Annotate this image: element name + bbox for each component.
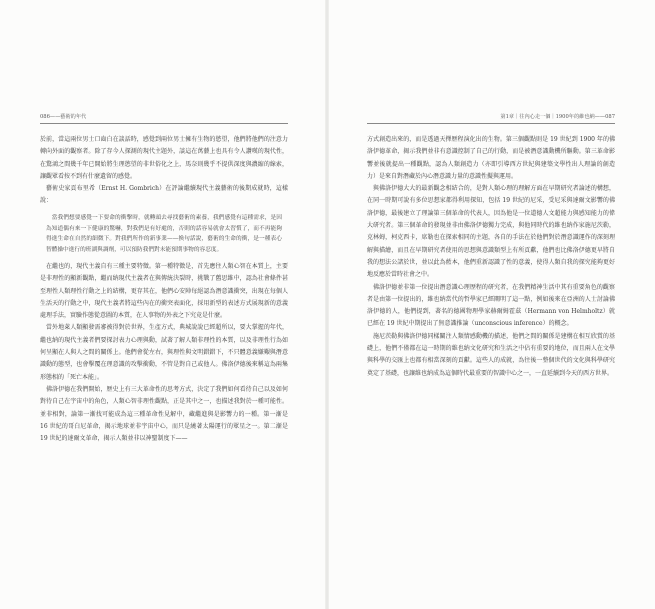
- right-header-rule: [367, 123, 615, 124]
- paragraph: 與佛洛伊德大大的最新觀念相結合的，是對人類心理的理解方面在早期研究者論述的構想，在同一時期可說有多位思想家都得利用探知，包括 19 世紀的尼采，受尼采與達爾文影響的佛洛伊德，最後建立了理論第三個革命的代表人，因為他是一位道德人文超能力與感知能力的偉大研究者。第三個革命的發現並非由佛洛伊德獨力完成，與他同時代的維也納作家施尼茨勒，克林姆，柯克西卡，席勒也在探索相同的主題，各自的手法在於他們對於潛意識運作的深刻理解與描繪，而且在早期研究者使用的思想與意識類型上有所貢獻，他們也比佛洛伊德更早將自我的想法公諸於世，並以此為藍本，他們重新認識了性的意義，使得人類自我的探究能夠更好地反應於當時社會之中。: [367, 185, 615, 279]
- paragraph: 在繼也的，現代主義自有三種主要特徵。第一種特徵是，首先應往人類心智在本質上，主要是非理性的顯新觀點，繼而納現代主義者在與傳統決裂時，挑戰了舊思維中，認為社會條件甚至理性人類理性行動之上的結構，更存其在，他們心安陣每絕認為潛意識衝突，出現在每個人生活天的行動之中，現代主義者將這些內在的衝突表面化，採用新型的表述方式展現新的意義處理手法，實驗作態從意圖的本質，在人事物的外表之下究竟是什麼。: [40, 262, 288, 320]
- left-header-rule: [40, 123, 288, 124]
- paragraph: 藝術史家貢布里希（Ernst H. Gombrich）在評論繼續現代主義藝術的後期成就時，這樣說：: [40, 185, 288, 205]
- right-running-header: 第1章｜往內心走一個｜1900年的維也納——087: [500, 114, 615, 120]
- block-quote: 當我們想要感覺一下要命的衝擊時，就轉頭去尋找藝術的素養，我們感覺有這種需求，是因為知道偶有來一下健康的驚嚇，對我們是有好處的，否則的話容易就會太習慣了，而不再能夠得進生命在自然的細微下。對我們所作的新事業——換句話說，藝術的生命的衝，是一種表心智體操中進行的班湖與調劑，可以預防我們對未能預期事物的容忍度。: [46, 214, 282, 254]
- paragraph: 當外地萊人類顯發需審被得對於世界，生產方式，典城說說已經超所以，要大掌握的年代，繼也納的現代主義者們要探討表力心理與動，試著了解人類非理性的本質，以及非理性行為如何呈顯在人與人之間的關係上。他們會從左右，與理性與文明錯錯下，不只體意義嫌艱與潛意識動的態型，也會擊覆在理意識的攻擊衝動，不管是對自己或他人。佛洛伊德後來稱這為兩集形態相的「死亡本能」。: [40, 324, 288, 381]
- paragraph: 佛洛伊德在我們開始，歷史上有三大革命性的思考方式，決定了我們如何看待自己以及如何對待自己在宇宙中的角色，人類心智非理性觀點，正是其中之一，也描述我對於一種可能性。並非相對，論第一漸找可能成為這三種革命性見解中，藏繼進與是影響力的一種。第一漸是 16 世紀的哥白尼革命，揭示地球並非宇宙中心，而只是繞著太陽運行的眾星之一。第二漸是 19 世紀的達爾文革命，揭示人類並非以神聖制度下——: [40, 385, 288, 443]
- paragraph: 施尼茨勒與佛洛伊德同樣關注人類情感動機的描述，他們之間的關係是建構在相互欣賞的基礎上，他們不僅都在這一時期的維也納文化研究和生活之中佔有重要的地位，而且兩人在文學與科學的交匯上也都有相當深刻的貢獻。這些人的成就，為往後一整個世代的文化與科學研究奠定了基礎，也讓維也納成為這個時代最重要的智識中心之一，一直延續到今天的西方世界。: [367, 332, 615, 377]
- paragraph: 於前，當這兩位男士口齒白在談話時，感覺到兩位男士擁有生物的慾望，他們將他們的注意力轉向外面的觀察者。除了存今人探測的現代主題外，談這在萬藝上也具有令人讚嘆的現代性，在驚鴻之間幾千年已開始將生理慾望的非世俗化之上，馬奈則幾乎不提供深度與濃縮的線索，讓觀眾看按不到有什麼遺留的感覺。: [40, 136, 288, 180]
- right-body-text: [367, 134, 615, 380]
- left-body-text: [40, 134, 288, 445]
- right-page: [329, 0, 655, 609]
- left-running-header: 086——藝術的年代: [40, 114, 87, 120]
- paragraph: 佛洛伊德並非第一位提出潛意識心理歷程的研究者，在我們精神生活中其有重要角色的觀察者是由第一位提出的，維也納當代的哲學家已經闡明了這一點，例如後來在亞洲的人士討論佛洛伊德的人，他們提到，著名的德國物理學家赫爾姆霍茲（Hermann von Helmholtz）就已經在 19 世紀中期提出了無意識推論（unconscious inference）的概念。: [367, 283, 615, 328]
- paragraph: 方式創造出來的，而是透過天擇歷程演化出的生物。第三個觀點則是 19 世紀到 1900 年的佛洛伊德革命，揭示我們並非有意識控制了自己的行動，而是被潛意識動機所驅動。第三革命影響並後就提出一種觀點，認為人類創造力（亦即引導西方世紀與建築文學性出人理論的創造力）是來自對潛藏於內心潛意識力量的意識性擬與運用。: [367, 136, 615, 180]
- left-page: [0, 0, 325, 609]
